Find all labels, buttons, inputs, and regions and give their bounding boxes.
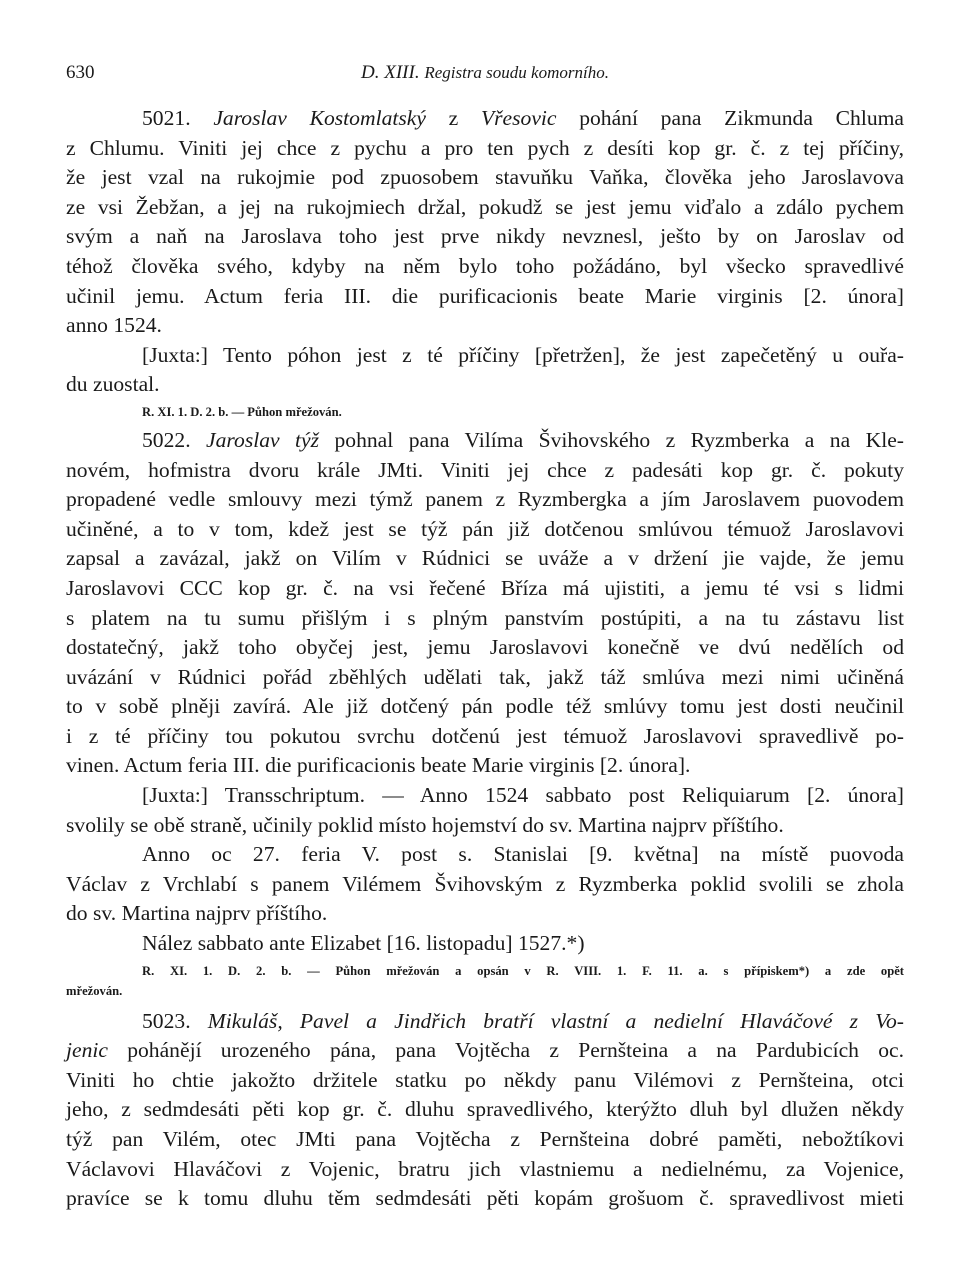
entry-line: novém, hofmistra dvoru krále JMti. Viniti jej chce z padesáti kop gr. č. pokuty [66, 457, 904, 482]
juxta-note: du zuostal. [66, 372, 160, 397]
entry-line: týž pan Vilém, otec JMti pana Vojtěcha z Pernšteina dobré paměti, nebožtíkovi [66, 1127, 904, 1151]
entry-5022 [66, 426, 904, 959]
running-title [66, 62, 904, 84]
entry-line: dostatečný, jakž toho obyčej jest, jemu Jaroslavovi konečně ve dvú nedělích od [66, 635, 904, 660]
plaintiff-name: Jaroslav týž [206, 427, 320, 452]
entry-line: Jaroslavovi CCC kop gr. č. na vsi řečené Bříza má ujistiti, a jemu té vsi s lidmi [66, 575, 904, 600]
verdict-note: Nález sabbato ante Elizabet [16. listopadu] 1527.*) [142, 931, 585, 956]
page-header [66, 62, 904, 92]
entry-number: 5022. [142, 427, 191, 452]
entry-line: Václavovi Hlaváčovi z Vojenic, bratru jich vlastniemu a nedielnému, za Vojenice, [66, 1156, 904, 1181]
entry-line: že jest vzal na rukojmie pod zpuosobem stavuňku Vaňka, člověka jeho Jaroslavova [66, 165, 904, 190]
juxta-note: svolily se obě straně, učinily poklid místo hojemství do sv. Martina najprv příštího. [66, 812, 784, 837]
entry-line: ze vsi Žebžan, a jej na rukojmiech držal, pokudž se jest jemu viďalo a zdálo pychem [66, 194, 904, 219]
juxta-note: Anno oc 27. feria V. post s. Stanislai [9. května] na místě puovoda [142, 842, 904, 867]
entry-line: 5023. Mikuláš, Pavel a Jindřich bratří vlastní a nedielní Hlaváčové z Vo- [142, 1008, 904, 1033]
source-reference-continued: mřežován. [66, 983, 123, 998]
entry-line: vinen. Actum feria III. die purificacionis beate Marie virginis [2. února]. [66, 753, 691, 778]
entry-5021 [66, 104, 904, 400]
entry-line: učiněné, a to v tom, kdež jest se týž pán již dotčenou smlúvou témuož Jaroslavovi [66, 516, 904, 541]
entry-line: zapsal a zavázal, jakž on Vilím v Rúdnici se uváže a v držení jie vajde, že jemu [66, 546, 904, 571]
entry-line: učinil jemu. Actum feria III. die purificacionis beate Marie virginis [2. února] [66, 283, 904, 308]
entry-line: pravíce se k tomu dluhu těm sedmdesáti pěti kopám grošuom č. spravedlivost mieti [66, 1186, 904, 1211]
juxta-note: do sv. Martina najprv příštího. [66, 901, 328, 926]
entry-line: 5022. Jaroslav týž pohnal pana Vilíma Švihovského z Ryzmberka a na Kle- [142, 427, 904, 452]
entry-number: 5023. [142, 1008, 191, 1033]
page-number: 630 [66, 62, 95, 83]
entry-line: s platem na tu sumu přišlým i s plným panstvím postúpiti, a na tu zástavu list [66, 605, 904, 630]
entry-line: 5021. Jaroslav Kostomlatský z Vřesovic pohání pana Zikmunda Chluma [142, 106, 904, 130]
plaintiff-name: Mikuláš, Pavel a Jindřich bratří vlastní a nedielní Hlaváčové [207, 1008, 833, 1033]
book-page [66, 62, 904, 1214]
running-title-volume: D. XIII. [361, 62, 420, 83]
juxta-note: [Juxta:] Transschriptum. — Anno 1524 sabbato post Reliquiarum [2. února] [142, 783, 904, 808]
source-reference: R. XI. 1. D. 2. b. — Půhon mřežován. [142, 404, 342, 419]
entry-line: propadené vedle smlouvy mezi týmž panem z Ryzmbergka a jím Jaroslavem puovodem [66, 487, 904, 512]
entry-number: 5021. [142, 106, 191, 130]
plaintiff-name: Jaroslav Kostomlatský [213, 106, 426, 130]
plaintiff-place: Vřesovic [480, 106, 557, 130]
entry-line: jenic pohánějí urozeného pána, pana Vojtěcha z Pernšteina a na Pardubicích oc. [66, 1038, 904, 1063]
entry-line: svým a naň na Jaroslava toho jest prve nikdy nevznesl, ješto by on Jaroslav od [66, 224, 904, 249]
entry-line: anno 1524. [66, 313, 162, 338]
juxta-note: Václav z Vrchlabí s panem Vilémem Švihovským z Ryzmberka poklid svolili se zhola [66, 871, 904, 896]
entry-line: téhož člověka svého, kdyby na něm bylo toho požádáno, byl všecko spravedlivé [66, 253, 904, 278]
running-title-register: Registra soudu komorního. [424, 63, 609, 82]
source-reference: R. XI. 1. D. 2. b. — Půhon mřežován a opsán v R. VIII. 1. F. 11. a. s přípiskem*) a zde opět [142, 963, 904, 978]
entry-line: z Chlumu. Viniti jej chce z pychu a pro ten pych z desíti kop gr. č. z tej příčiny, [66, 135, 904, 160]
entry-5023 [66, 1007, 904, 1214]
entry-line: jeho, z sedmdesáti pěti kop gr. č. dluhu spravedlivého, kterýžto dluh byl dlužen někdy [66, 1097, 904, 1122]
entry-line: to v sobě plněji zavírá. Ale již dotčený pán podle též smlúvy tomu jest dosti neučinil [66, 694, 904, 719]
entry-line: Viniti ho chtie jakožto držitele statku po někdy panu Vilémovi z Pernšteina, otci [66, 1067, 904, 1092]
juxta-note: [Juxta:] Tento póhon jest z té příčiny [přetržen], že jest zapečetěný u ouřa- [142, 342, 904, 367]
entry-line: i z té příčiny tou pokutou svrchu dotčenú jest témuož Jaroslavovi spravedlivě po- [66, 723, 904, 748]
entry-line: uvázání v Rúdnici pořád zběhlých udělati tak, jakž táž smlúva mezi nimi učiněná [66, 664, 904, 689]
